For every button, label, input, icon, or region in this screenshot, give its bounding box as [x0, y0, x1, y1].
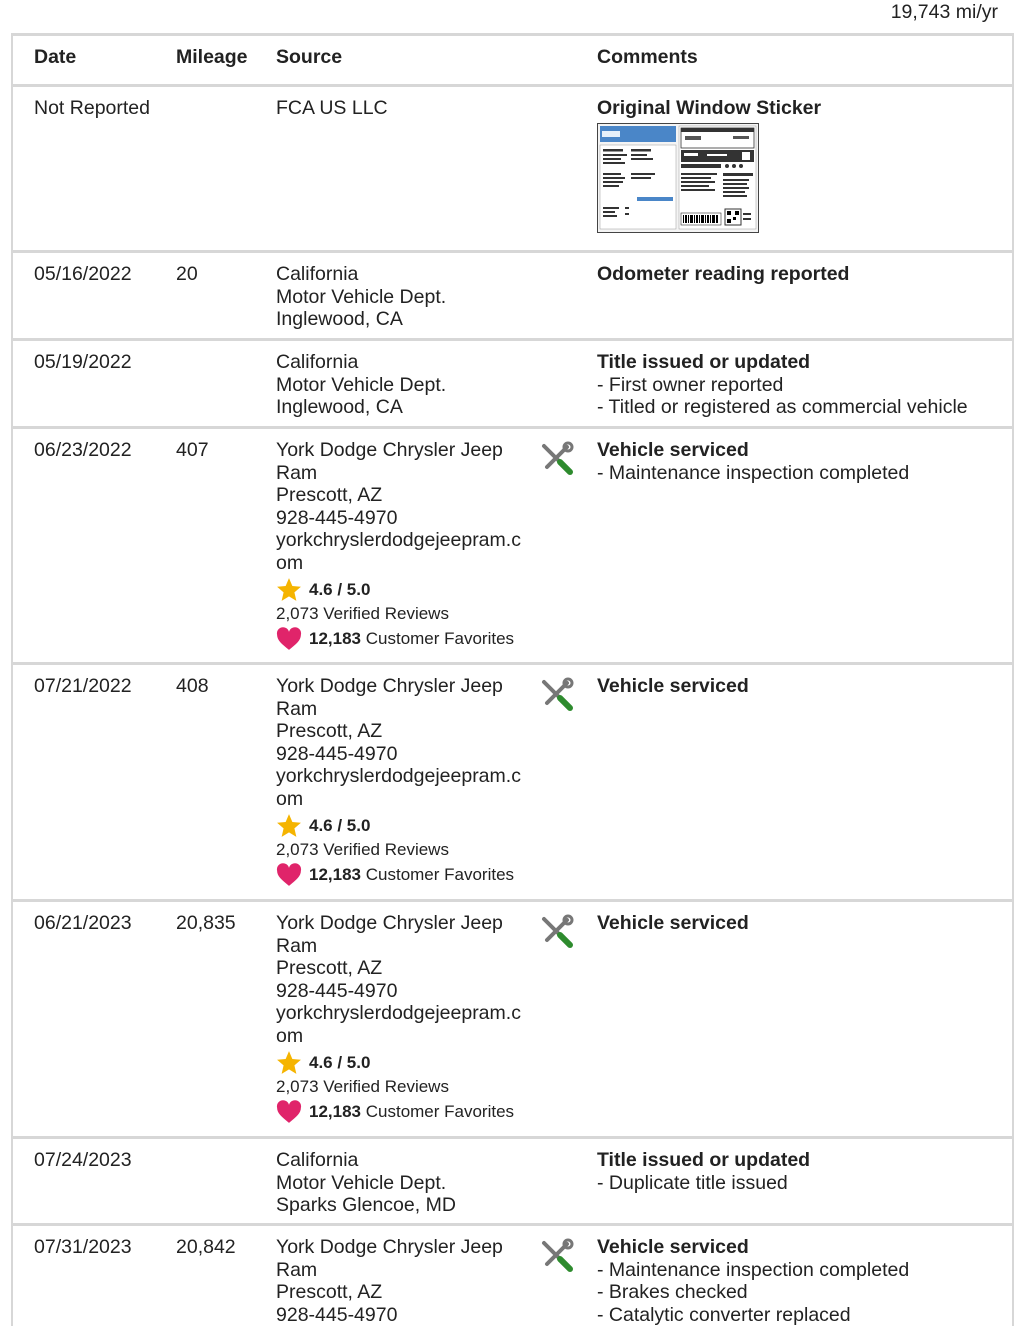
- table-row: [13, 1226, 1012, 1326]
- dealer-phone[interactable]: 928-445-4970: [276, 1303, 398, 1326]
- dealer-name[interactable]: York Dodge Chrysler Jeep: [276, 439, 503, 461]
- comment-title: Vehicle serviced: [597, 675, 749, 697]
- row-date: 05/16/2022: [34, 263, 132, 285]
- comment-title: Odometer reading reported: [597, 263, 850, 285]
- history-table: [11, 33, 1014, 1326]
- source-line: Sparks Glencoe, MD: [276, 1194, 456, 1216]
- dealer-website[interactable]: yorkchryslerdodgejeepram.c: [276, 765, 521, 787]
- dealer-reviews[interactable]: [276, 1075, 538, 1099]
- dealer-favorites[interactable]: [276, 862, 538, 888]
- dealer-location: Prescott, AZ: [276, 484, 383, 506]
- dealer-name[interactable]: York Dodge Chrysler Jeep: [276, 912, 503, 934]
- dealer-phone[interactable]: 928-445-4970: [276, 742, 398, 765]
- table-row: [13, 253, 1012, 341]
- service-icon-wrap: [539, 914, 579, 956]
- comment-detail: - First owner reported: [597, 373, 784, 396]
- row-date: 07/24/2023: [34, 1149, 132, 1171]
- rating-value: 4.6 / 5.0: [309, 1052, 371, 1072]
- row-source: [276, 439, 538, 652]
- header-comments: Comments: [597, 46, 698, 68]
- favorites-count: 12,183: [309, 1101, 361, 1121]
- table-row: [13, 87, 1012, 253]
- source-line: Motor Vehicle Dept.: [276, 1171, 447, 1194]
- source-line: California: [276, 1149, 359, 1171]
- service-tools-icon: [539, 1238, 575, 1274]
- source-line: FCA US LLC: [276, 97, 388, 119]
- comment-detail: - Brakes checked: [597, 1281, 748, 1303]
- favorites-label: Customer Favorites: [365, 864, 515, 884]
- dealer-rating[interactable]: [276, 1051, 538, 1075]
- mileage-rate: 19,743 mi/yr: [890, 1, 998, 23]
- dealer-location: Prescott, AZ: [276, 957, 383, 979]
- star-icon: [276, 1050, 302, 1076]
- dealer-name[interactable]: Ram: [276, 697, 318, 720]
- service-icon-wrap: [539, 1238, 579, 1280]
- service-icon-wrap: [539, 677, 579, 719]
- dealer-phone[interactable]: 928-445-4970: [276, 979, 398, 1002]
- dealer-website[interactable]: om: [276, 1024, 304, 1047]
- comment-title: Title issued or updated: [597, 1149, 811, 1171]
- row-source: [276, 97, 538, 120]
- dealer-name[interactable]: Ram: [276, 934, 318, 957]
- dealer-website[interactable]: yorkchryslerdodgejeepram.c: [276, 1002, 521, 1024]
- row-comments: [597, 1149, 1007, 1194]
- row-source: [276, 912, 538, 1125]
- table-row: [13, 341, 1012, 429]
- comment-title: Vehicle serviced: [597, 912, 749, 934]
- row-source: [276, 263, 538, 331]
- source-line: California: [276, 263, 359, 285]
- dealer-website[interactable]: om: [276, 787, 304, 810]
- source-line: Motor Vehicle Dept.: [276, 373, 447, 396]
- dealer-phone[interactable]: 928-445-4970: [276, 506, 398, 529]
- dealer-rating[interactable]: [276, 814, 538, 838]
- dealer-rating[interactable]: [276, 578, 538, 602]
- star-icon: [276, 577, 302, 603]
- dealer-name[interactable]: York Dodge Chrysler Jeep: [276, 675, 503, 697]
- dealer-location: Prescott, AZ: [276, 720, 383, 742]
- row-mileage: 20,835: [176, 912, 236, 934]
- comment-detail: - Duplicate title issued: [597, 1171, 788, 1194]
- service-icon-wrap: [539, 441, 579, 483]
- heart-icon: [276, 627, 302, 651]
- comment-title: Original Window Sticker: [597, 97, 822, 119]
- comment-detail: - Maintenance inspection completed: [597, 1258, 910, 1281]
- star-icon: [276, 813, 302, 839]
- favorites-label: Customer Favorites: [365, 1101, 515, 1121]
- row-source: [276, 675, 538, 888]
- header-mileage: Mileage: [176, 46, 248, 68]
- row-date: 07/21/2022: [34, 675, 132, 697]
- row-source: [276, 1236, 538, 1326]
- reviews-label: Verified Reviews: [323, 1077, 449, 1096]
- header-source: Source: [276, 46, 343, 68]
- dealer-location: Prescott, AZ: [276, 1281, 383, 1303]
- table-row: [13, 902, 1012, 1139]
- row-mileage: 20: [176, 263, 198, 285]
- dealer-favorites[interactable]: [276, 1099, 538, 1125]
- service-tools-icon: [539, 677, 575, 713]
- row-mileage: 20,842: [176, 1236, 236, 1258]
- reviews-label: Verified Reviews: [323, 840, 449, 859]
- service-tools-icon: [539, 914, 575, 950]
- source-line: California: [276, 351, 359, 373]
- row-date: 05/19/2022: [34, 351, 132, 373]
- row-date: 06/23/2022: [34, 439, 132, 461]
- comment-title: Vehicle serviced: [597, 439, 749, 461]
- row-source: [276, 351, 538, 419]
- row-comments: [597, 97, 1007, 233]
- dealer-website[interactable]: yorkchryslerdodgejeepram.c: [276, 529, 521, 551]
- table-header: [13, 36, 1012, 87]
- dealer-website[interactable]: om: [276, 551, 304, 574]
- row-date: 06/21/2023: [34, 912, 132, 934]
- row-mileage: 408: [176, 675, 209, 697]
- table-row: [13, 1139, 1012, 1226]
- comment-title: Title issued or updated: [597, 351, 811, 373]
- favorites-label: Customer Favorites: [365, 628, 515, 648]
- dealer-favorites[interactable]: [276, 626, 538, 652]
- favorites-count: 12,183: [309, 864, 361, 884]
- row-source: [276, 1149, 538, 1217]
- source-line: Motor Vehicle Dept.: [276, 285, 447, 308]
- source-line: Inglewood, CA: [276, 396, 403, 418]
- dealer-name[interactable]: Ram: [276, 1258, 318, 1281]
- window-sticker-thumbnail[interactable]: [597, 123, 759, 233]
- comment-title: Vehicle serviced: [597, 1236, 749, 1258]
- comment-detail: - Titled or registered as commercial vehicle: [597, 396, 968, 418]
- row-comments: [597, 912, 1007, 935]
- dealer-reviews[interactable]: [276, 602, 538, 626]
- reviews-label: Verified Reviews: [323, 604, 449, 623]
- dealer-name[interactable]: York Dodge Chrysler Jeep: [276, 1236, 503, 1258]
- reviews-count: 2,073: [276, 604, 319, 623]
- service-tools-icon: [539, 441, 575, 477]
- rating-value: 4.6 / 5.0: [309, 815, 371, 835]
- heart-icon: [276, 863, 302, 887]
- favorites-count: 12,183: [309, 628, 361, 648]
- row-comments: [597, 351, 1007, 419]
- reviews-count: 2,073: [276, 1077, 319, 1096]
- table-row: [13, 665, 1012, 902]
- comment-detail: - Maintenance inspection completed: [597, 461, 910, 484]
- table-row: [13, 429, 1012, 665]
- rating-value: 4.6 / 5.0: [309, 579, 371, 599]
- row-date: Not Reported: [34, 97, 150, 119]
- comment-detail: - Catalytic converter replaced: [597, 1303, 851, 1326]
- row-comments: [597, 263, 1007, 286]
- header-date: Date: [34, 46, 77, 68]
- row-date: 07/31/2023: [34, 1236, 132, 1258]
- dealer-reviews[interactable]: [276, 838, 538, 862]
- row-mileage: 407: [176, 439, 209, 461]
- row-comments: [597, 1236, 1007, 1326]
- heart-icon: [276, 1100, 302, 1124]
- source-line: Inglewood, CA: [276, 308, 403, 330]
- summary-bar: [0, 0, 1024, 34]
- row-comments: [597, 439, 1007, 484]
- row-comments: [597, 675, 1007, 698]
- reviews-count: 2,073: [276, 840, 319, 859]
- dealer-name[interactable]: Ram: [276, 461, 318, 484]
